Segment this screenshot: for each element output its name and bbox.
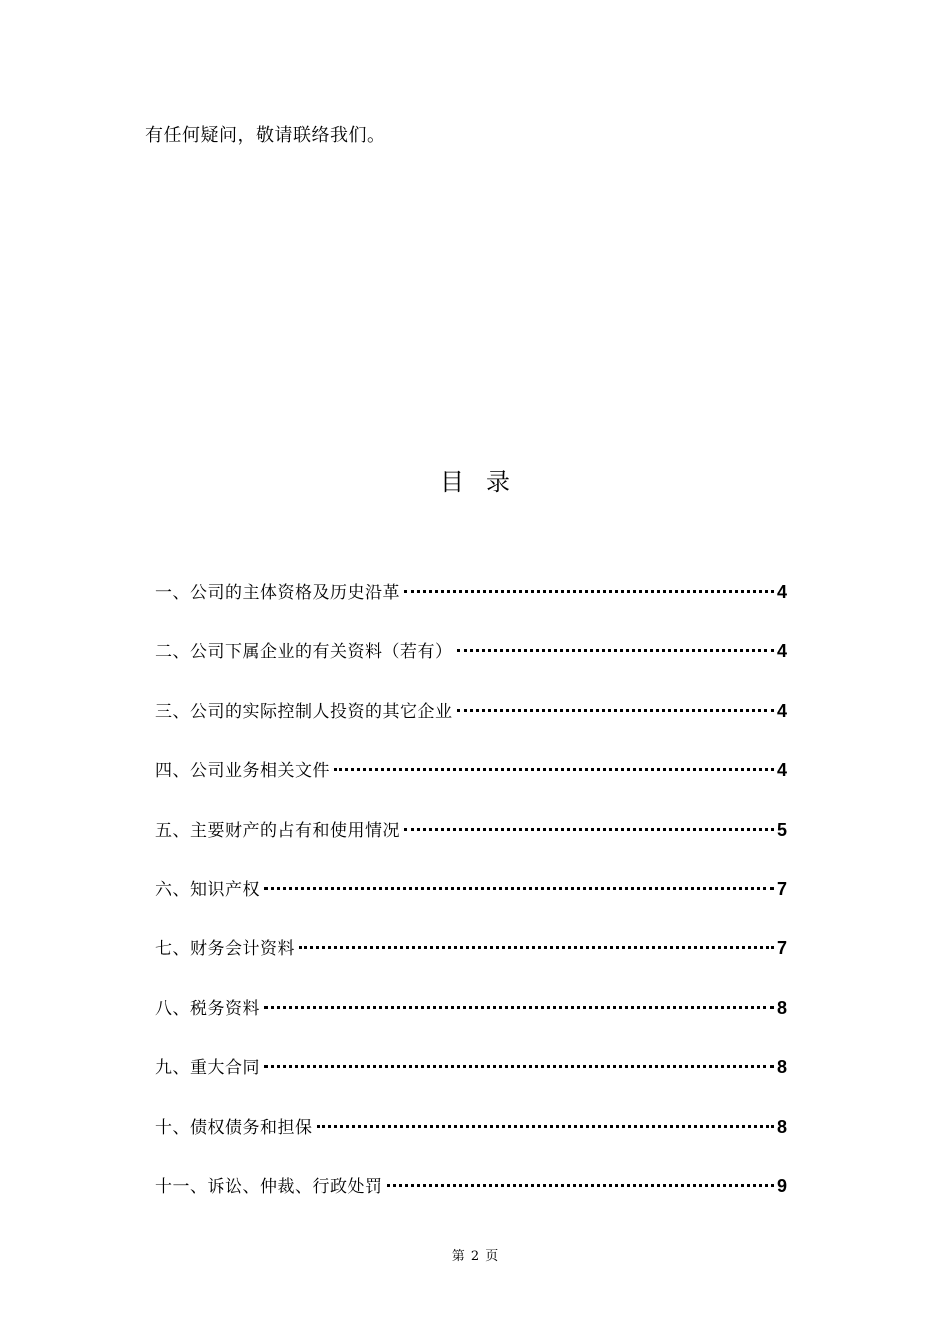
table-of-contents [155,578,787,1231]
toc-entry-label: 九、重大合同 [155,1058,260,1079]
toc-entry-page: 4 [776,700,787,721]
toc-entry[interactable] [155,875,787,934]
toc-dot-leader [317,1125,774,1128]
toc-title: 目录 [440,468,532,496]
page-number-footer: 第 2 页 [451,1249,499,1264]
toc-entry-label: 四、公司业务相关文件 [155,761,330,782]
toc-entry-page: 4 [776,641,787,662]
toc-entry-page: 7 [776,878,787,899]
toc-entry-page: 7 [776,938,787,959]
toc-entry[interactable] [155,756,787,815]
toc-entry-page: 8 [776,1116,787,1137]
toc-entry-label: 二、公司下属企业的有关资料（若有） [155,642,453,663]
toc-entry[interactable] [155,637,787,696]
toc-entry-label: 十一、诉讼、仲裁、行政处罚 [155,1176,383,1197]
toc-dot-leader [264,1006,774,1009]
toc-entry-label: 五、主要财产的占有和使用情况 [155,820,400,841]
toc-entry-label: 十、债权债务和担保 [155,1117,313,1138]
toc-dot-leader [264,1065,774,1068]
toc-entry[interactable] [155,934,787,993]
toc-entry[interactable] [155,1172,787,1231]
toc-entry[interactable] [155,994,787,1053]
toc-dot-leader [334,768,774,771]
toc-entry-page: 4 [776,760,787,781]
toc-dot-leader [404,590,774,593]
toc-dot-leader [299,946,774,949]
toc-entry-page: 8 [776,997,787,1018]
toc-entry-page: 8 [776,1057,787,1078]
toc-entry-label: 六、知识产权 [155,879,260,900]
toc-dot-leader [404,828,774,831]
toc-entry-page: 4 [776,582,787,602]
toc-entry-label: 八、税务资料 [155,998,260,1019]
toc-entry-label: 一、公司的主体资格及历史沿革 [155,583,400,603]
toc-entry-label: 七、财务会计资料 [155,939,295,960]
toc-entry[interactable] [155,1113,787,1172]
toc-dot-leader [387,1184,774,1187]
toc-dot-leader [457,709,774,712]
toc-entry[interactable] [155,1053,787,1112]
toc-entry[interactable] [155,578,787,637]
toc-entry-label: 三、公司的实际控制人投资的其它企业 [155,701,453,722]
toc-entry[interactable] [155,697,787,756]
toc-dot-leader [264,887,774,890]
toc-dot-leader [457,649,774,652]
intro-paragraph: 有任何疑问，敬请联络我们。 [145,125,386,146]
toc-entry-page: 9 [776,1175,787,1196]
toc-entry-page: 5 [776,819,787,840]
toc-entry[interactable] [155,816,787,875]
